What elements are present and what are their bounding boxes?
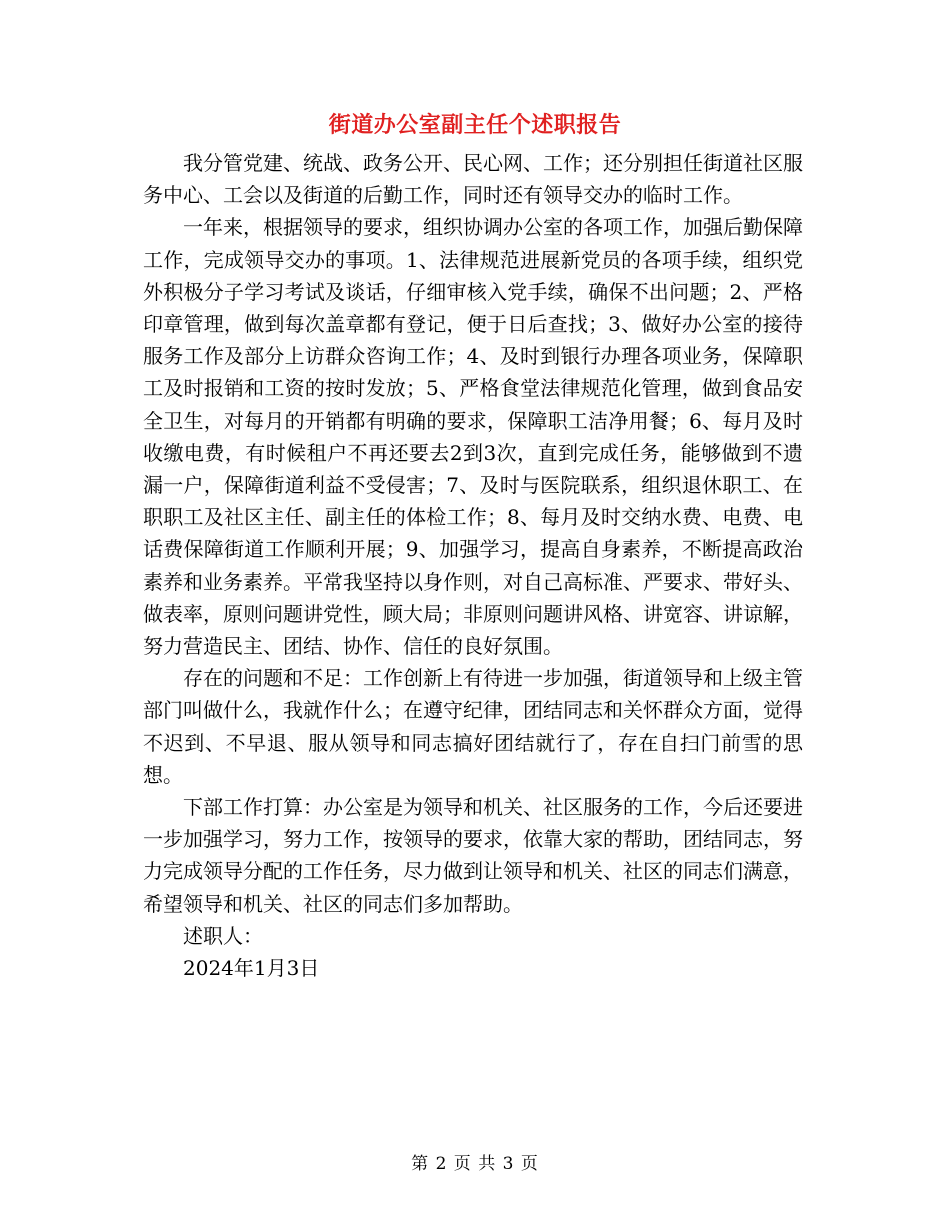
paragraph-shortcomings: 存在的问题和不足：工作创新上有待进一步加强，街道领导和上级主管部门叫做什么，我就作什么；在遵守纪律，团结同志和关怀群众方面，觉得不迟到、不早退、服从领导和同志搞好团结就行了，存在自扫门前雪的思想。 bbox=[143, 666, 803, 787]
report-date: 2024年1月3日 bbox=[183, 956, 320, 981]
page-footer: 第 2 页 共 3 页 bbox=[411, 1154, 539, 1174]
paragraph-responsibilities: 我分管党建、统战、政务公开、民心网、工作；还分别担任街道社区服务中心、工会以及街道的后勤工作，同时还有领导交办的临时工作。 bbox=[143, 151, 803, 208]
document-body bbox=[143, 147, 803, 984]
document-title: 街道办公室副主任个述职报告 bbox=[328, 112, 622, 138]
paragraph-future-plan: 下部工作打算：办公室是为领导和机关、社区服务的工作，今后还要进一步加强学习，努力工作，按领导的要求，依靠大家的帮助，团结同志，努力完成领导分配的工作任务，尽力做到让领导和机关、社区的同志们满意，希望领导和机关、社区的同志们多加帮助。 bbox=[143, 795, 803, 916]
signature-label: 述职人： bbox=[183, 923, 263, 948]
paragraph-work-summary: 一年来，根据领导的要求，组织协调办公室的各项工作，加强后勤保障工作，完成领导交办的事项。1、法律规范进展新党员的各项手续，组织党外积极分子学习考试及谈话，仔细审核入党手续，确保不出问题；2、严格印章管理，做到每次盖章都有登记，便于日后查找；3、做好办公室的接待服务工作及部分上访群众咨询工作；4、及时到银行办理各项业务，保障职工及时报销和工资的按时发放；5、严格食堂法律规范化管理，做到食品安全卫生，对每月的开销都有明确的要求，保障职工洁净用餐；6、每月及时收缴电费，有时候租户不再还要去2到3次，直到完成任务，能够做到不遗漏一户，保障街道利益不受侵害；7、及时与医院联系，组织退休职工、在职职工及社区主任、副主任的体检工作；8、每月及时交纳水费、电费、电话费保障街道工作顺利开展；9、加强学习，提高自身素养，不断提高政治素养和业务素养。平常我坚持以身作则，对自己高标准、严要求、带好头、做表率，原则问题讲党性，顾大局；非原则问题讲风格、讲宽容、讲谅解，努力营造民主、团结、协作、信任的良好氛围。 bbox=[143, 215, 803, 659]
